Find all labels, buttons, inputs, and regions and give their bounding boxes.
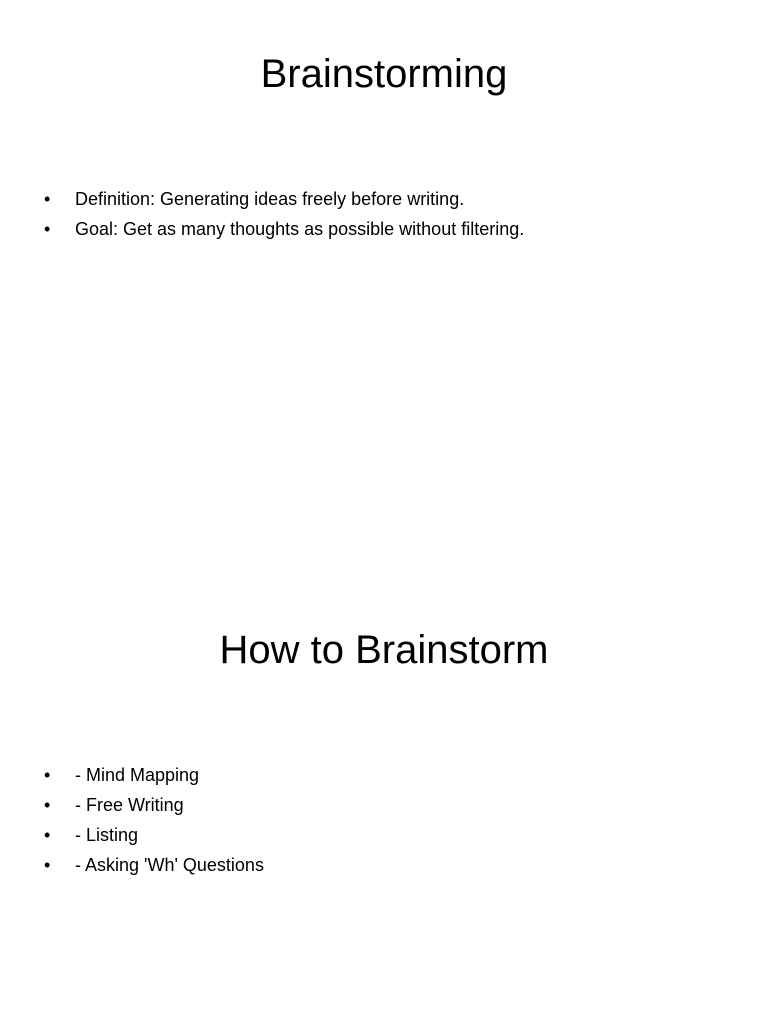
list-item bbox=[44, 214, 524, 244]
slide-how-to-brainstorm bbox=[0, 576, 768, 1024]
list-item-text: - Asking 'Wh' Questions bbox=[75, 855, 264, 875]
list-item bbox=[44, 790, 264, 820]
bullet-icon: • bbox=[44, 795, 51, 815]
list-item bbox=[44, 184, 524, 214]
bullet-list bbox=[44, 760, 264, 880]
bullet-icon: • bbox=[44, 825, 51, 845]
list-item-text: - Listing bbox=[75, 825, 139, 845]
list-item bbox=[44, 820, 264, 850]
bullet-icon: • bbox=[44, 189, 51, 209]
bullet-icon: • bbox=[44, 855, 51, 875]
list-item-text: Goal: Get as many thoughts as possible without filtering. bbox=[75, 219, 525, 239]
list-item-text: Definition: Generating ideas freely before writing. bbox=[75, 189, 465, 209]
list-item-text: - Mind Mapping bbox=[75, 765, 200, 785]
list-item-text: - Free Writing bbox=[75, 795, 184, 815]
list-item bbox=[44, 760, 264, 790]
bullet-list bbox=[44, 184, 524, 244]
slide-title: How to Brainstorm bbox=[219, 628, 549, 672]
bullet-icon: • bbox=[44, 219, 51, 239]
list-item bbox=[44, 850, 264, 880]
bullet-icon: • bbox=[44, 765, 51, 785]
slide-title: Brainstorming bbox=[260, 52, 508, 96]
